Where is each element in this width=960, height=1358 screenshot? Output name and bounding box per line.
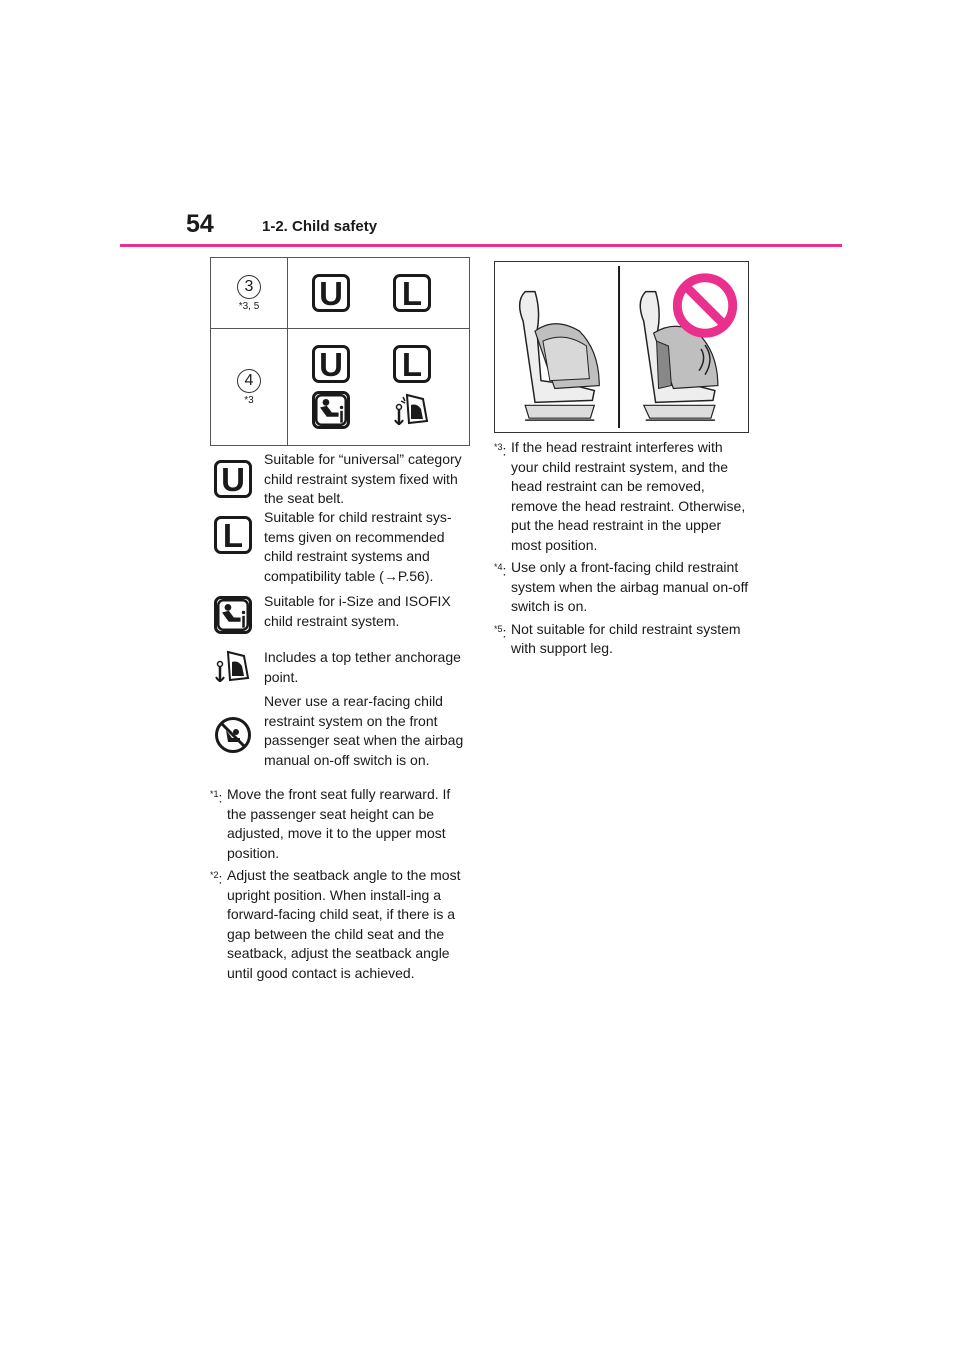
legend-isize-text: Suitable for i-Size and ISOFIX child restraint system. xyxy=(264,593,451,629)
listed-symbol-icon: L xyxy=(393,345,431,383)
seat-symbols xyxy=(288,329,469,445)
seat-note: *3, 5 xyxy=(238,300,260,312)
footnote-mark: $^{*2}$: xyxy=(210,870,223,887)
seat-number-cell xyxy=(211,329,288,445)
footnote-mark: $^{*1}$: xyxy=(210,789,223,806)
legend-universal-text: Suitable for “universal” category child restraint system fixed with the seat belt. xyxy=(264,451,462,506)
seat-symbols xyxy=(288,258,469,328)
footnote-mark: $^{*4}$: xyxy=(494,562,507,579)
universal-symbol-icon: U xyxy=(312,345,350,383)
top-tether-icon xyxy=(393,391,431,429)
footnote xyxy=(494,558,750,617)
legend-item xyxy=(214,692,470,792)
legend-item xyxy=(214,592,470,648)
legend-item xyxy=(214,508,470,592)
page-number: 54 xyxy=(186,210,214,238)
seat-number-cell xyxy=(211,258,288,328)
listed-symbol-icon: L xyxy=(214,516,252,554)
footnote-text: Use only a front-facing child restraint system when the airbag manual on-off switch is on. xyxy=(511,559,749,614)
footnote xyxy=(210,866,468,983)
listed-symbol-icon: L xyxy=(393,274,431,312)
seat-note: *3 xyxy=(244,394,254,406)
correct-seat-illustration xyxy=(520,292,600,420)
seat-row xyxy=(211,258,469,329)
seat-number: 4 xyxy=(237,369,261,393)
universal-symbol-icon: U xyxy=(214,460,252,498)
footnote-mark: $^{*3}$: xyxy=(494,442,507,459)
footnote xyxy=(210,785,468,863)
footnotes-left xyxy=(210,785,468,986)
footnote-text: If the head restraint interferes with your child restraint system, and the head restraint can be removed, remove the head restraint. Otherwise, put the head restraint in the upper most position. xyxy=(511,439,746,553)
legend-tether-text: Includes a top tether anchorage point. xyxy=(264,649,461,685)
isize-isofix-icon xyxy=(214,596,252,634)
seat-row xyxy=(211,329,469,445)
seat-compatibility-table xyxy=(210,257,470,446)
no-rear-facing-icon xyxy=(214,716,252,754)
section-title: 1-2. Child safety xyxy=(262,218,378,235)
footnote xyxy=(494,620,750,659)
prohibition-icon xyxy=(677,278,732,333)
header-rule xyxy=(120,244,842,247)
footnotes-right xyxy=(494,438,750,662)
symbol-legend xyxy=(214,450,470,792)
legend-listed-text: Suitable for child restraint sys-tems given on recommended child restraint systems and compatibility table (→P.56). xyxy=(264,509,452,584)
footnote xyxy=(494,438,750,555)
isize-isofix-icon xyxy=(312,391,350,429)
footnote-text: Move the front seat fully rearward. If the passenger seat height can be adjusted, move it to the upper most position. xyxy=(227,786,451,861)
legend-item xyxy=(214,648,470,692)
footnote-mark: $^{*5}$: xyxy=(494,623,507,641)
footnote-text: Not suitable for child restraint system with support leg. xyxy=(511,620,741,656)
universal-symbol-icon: U xyxy=(312,274,350,312)
seat-illustration xyxy=(494,261,749,433)
top-tether-icon xyxy=(214,648,252,686)
legend-item xyxy=(214,450,470,508)
footnote-text: Adjust the seatback angle to the most upright position. When install-ing a forward-facing child seat, if there is a gap between the child seat and the seatback, adjust the seatback angle until good contact is achieved. xyxy=(227,867,461,981)
legend-never-text: Never use a rear-facing child restraint system on the front passenger seat when the airbag manual on-off switch is on. xyxy=(264,693,464,768)
seat-number: 3 xyxy=(237,275,261,299)
